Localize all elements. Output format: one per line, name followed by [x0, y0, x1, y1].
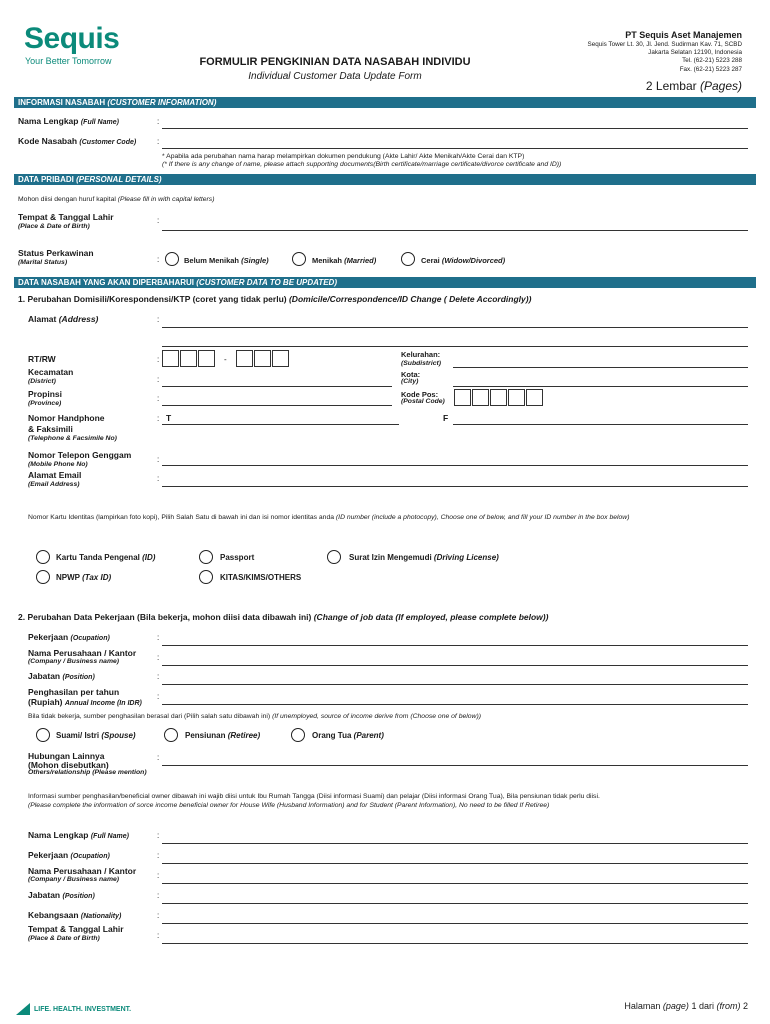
- rw-box-1[interactable]: [236, 350, 253, 367]
- postal-code-label: Kode Pos:: [401, 390, 439, 399]
- customer-code-field[interactable]: [162, 148, 748, 149]
- company-label: Nama Perusahaan / Kantor: [28, 648, 137, 658]
- form-subtitle: Individual Customer Data Update Form: [248, 71, 422, 82]
- income-field[interactable]: [162, 704, 748, 705]
- domicile-change-heading: 1. Perubahan Domisili/Korespondensi/KTP (coret yang tidak perlu) (Domicile/Correspondence/ID Change ( Delete Accordingly)): [18, 294, 532, 304]
- beneficiary-occupation-field[interactable]: [162, 863, 748, 864]
- id-instruction: Nomor Kartu Identitas (lampirkan foto kopi), Pilih Salah Satu di bawah ini dan isi nomor identitas anda (ID number (include a photocopy), Choose one of below, and fill your ID number in the box below): [28, 514, 630, 521]
- full-name-field[interactable]: [162, 128, 748, 129]
- nationality-label: Kebangsaan (Nationality): [28, 910, 122, 920]
- address-field-1[interactable]: [162, 327, 748, 328]
- radio-spouse[interactable]: [36, 728, 50, 742]
- name-change-note: * Apabila ada perubahan nama harap melampirkan dokumen pendukung (Akte Lahir/ Akte Menikah/Akte Cerai dan KTP): [162, 153, 525, 160]
- footer-slogan: LIFE. HEALTH. INVESTMENT.: [34, 1006, 132, 1013]
- postal-box-3[interactable]: [490, 389, 507, 406]
- subdistrict-field[interactable]: [453, 367, 748, 368]
- company-logo: Sequis: [24, 22, 120, 55]
- radio-single[interactable]: [165, 252, 179, 266]
- beneficiary-pob-field[interactable]: [162, 943, 748, 944]
- tagline: Your Better Tomorrow: [25, 56, 112, 66]
- radio-married[interactable]: [292, 252, 306, 266]
- radio-passport[interactable]: [199, 550, 213, 564]
- city-field[interactable]: [453, 386, 748, 387]
- phone-fax-label: Nomor Handphone: [28, 413, 105, 423]
- place-dob-field[interactable]: [162, 230, 748, 231]
- company-address: Sequis Tower Lt. 30, Jl. Jend. Sudirman Kav. 71, SCBD Jakarta Selatan 12190, Indonesia Tel. (62-21) 5223 288 Fax. (62-21) 5223 287: [587, 41, 742, 73]
- name-change-note-en: (* If there is any change of name, please attach supporting documents(Birth certificate/marriage certificate/divorce certificate and ID)): [162, 161, 562, 168]
- page-count: 2 Lembar (Pages): [645, 79, 742, 93]
- section-bar-customer-update: DATA NASABAH YANG AKAN DIPERBAHARUI (CUSTOMER DATA TO BE UPDATED): [14, 277, 756, 288]
- beneficial-owner-note: Informasi sumber penghasilan/beneficial owner dibawah ini wajib diisi untuk Ibu Rumah Tangga (Diisi informasi Suami) dan pelajar (Diisi informasi Orang Tua), Bila pensiunan tidak perlu diisi.: [28, 793, 600, 800]
- beneficiary-occupation-label: Pekerjaan (Ocupation): [28, 850, 110, 860]
- other-relationship-label: Hubungan Lainnya: [28, 751, 105, 761]
- radio-driving-license[interactable]: [327, 550, 341, 564]
- unemployed-instruction: Bila tidak bekerja, sumber penghasilan berasal dari (Pilih salah satu dibawah ini) (If unemployed, source of income derive from (Choose one of below)): [28, 713, 481, 720]
- postal-box-2[interactable]: [472, 389, 489, 406]
- subdistrict-label: Kelurahan:: [401, 350, 441, 359]
- postal-box-4[interactable]: [508, 389, 525, 406]
- radio-retiree[interactable]: [164, 728, 178, 742]
- occupation-field[interactable]: [162, 645, 748, 646]
- beneficial-owner-note-en: (Please complete the information of sorce income beneficial owner for House Wife (Husband Information) and for Student (Parent Information), No need to be filled If Retiree): [28, 802, 550, 809]
- rw-box-2[interactable]: [254, 350, 271, 367]
- other-relationship-field[interactable]: [162, 765, 748, 766]
- mobile-field[interactable]: [162, 465, 748, 466]
- address-field-2[interactable]: [162, 346, 748, 347]
- radio-kitas[interactable]: [199, 570, 213, 584]
- city-label: Kota:: [401, 370, 421, 379]
- customer-code-label: Kode Nasabah (Customer Code): [18, 136, 137, 146]
- page-number: Halaman (page) 1 dari (from) 2: [624, 1001, 748, 1011]
- rt-box-2[interactable]: [180, 350, 197, 367]
- beneficiary-position-label: Jabatan (Position): [28, 890, 95, 900]
- beneficiary-position-field[interactable]: [162, 903, 748, 904]
- form-title: FORMULIR PENGKINIAN DATA NASABAH INDIVIDU: [199, 56, 471, 68]
- income-label: Penghasilan per tahun: [28, 687, 120, 697]
- position-field[interactable]: [162, 684, 748, 685]
- province-field[interactable]: [162, 405, 392, 406]
- province-label: Propinsi: [28, 389, 63, 399]
- company-field[interactable]: [162, 665, 748, 666]
- beneficiary-name-label: Nama Lengkap (Full Name): [28, 830, 129, 840]
- section-bar-personal-details: DATA PRIBADI (PERSONAL DETAILS): [14, 174, 756, 185]
- marital-status-label: Status Perkawinan: [18, 248, 94, 258]
- beneficiary-pob-label: Tempat & Tanggal Lahir: [28, 924, 124, 934]
- beneficiary-name-field[interactable]: [162, 843, 748, 844]
- district-label: Kecamatan: [28, 367, 74, 377]
- postal-box-1[interactable]: [454, 389, 471, 406]
- mobile-label: Nomor Telepon Genggam: [28, 450, 132, 460]
- nationality-field[interactable]: [162, 923, 748, 924]
- section-bar-customer-info: INFORMASI NASABAH (CUSTOMER INFORMATION): [14, 97, 756, 108]
- footer-triangle-icon: [16, 1003, 30, 1015]
- rtrw-label: RT/RW: [28, 354, 56, 364]
- radio-divorced[interactable]: [401, 252, 415, 266]
- radio-parent[interactable]: [291, 728, 305, 742]
- beneficiary-company-field[interactable]: [162, 883, 748, 884]
- rt-box-3[interactable]: [198, 350, 215, 367]
- email-label: Alamat Email: [28, 470, 82, 480]
- telephone-field[interactable]: [162, 424, 399, 425]
- beneficiary-company-label: Nama Perusahaan / Kantor: [28, 866, 137, 876]
- job-change-heading: 2. Perubahan Data Pekerjaan (Bila bekerja, mohon diisi data dibawah ini) (Change of job data (If employed, please complete below)): [18, 612, 549, 622]
- company-name: PT Sequis Aset Manajemen: [625, 30, 742, 40]
- rw-box-3[interactable]: [272, 350, 289, 367]
- rt-box-1[interactable]: [162, 350, 179, 367]
- capital-letters-instruction: Mohon diisi dengan huruf kapital (Please fill in with capital letters): [18, 196, 215, 203]
- fax-field[interactable]: [453, 424, 748, 425]
- address-label: Alamat (Address): [28, 314, 99, 324]
- place-dob-label: Tempat & Tanggal Lahir: [18, 212, 114, 222]
- radio-tax-id[interactable]: [36, 570, 50, 584]
- full-name-label: Nama Lengkap (Full Name): [18, 116, 119, 126]
- occupation-label: Pekerjaan (Ocupation): [28, 632, 110, 642]
- radio-id-card[interactable]: [36, 550, 50, 564]
- district-field[interactable]: [162, 386, 392, 387]
- email-field[interactable]: [162, 486, 748, 487]
- position-label: Jabatan (Position): [28, 671, 95, 681]
- postal-box-5[interactable]: [526, 389, 543, 406]
